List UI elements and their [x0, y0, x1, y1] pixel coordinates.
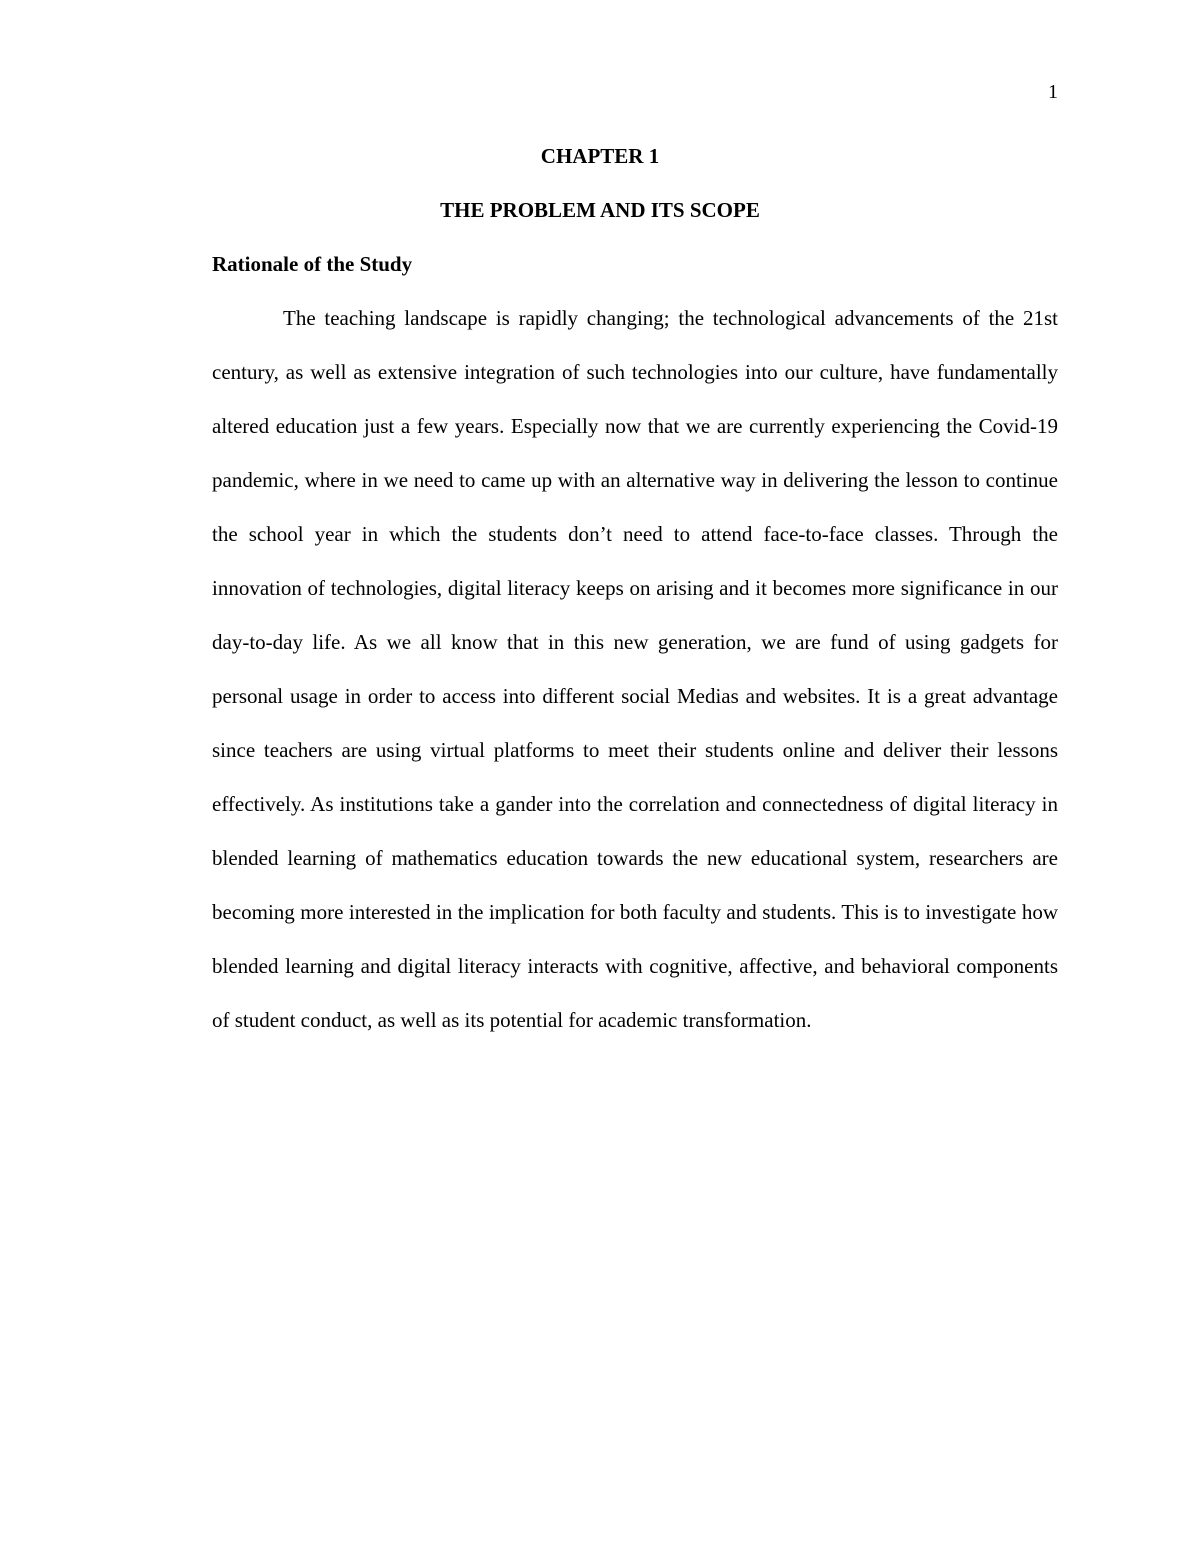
section-heading: Rationale of the Study [212, 252, 413, 276]
body-paragraph: The teaching landscape is rapidly changing; the technological advancements of the 21st century, as well as extensive integration of such technologies into our culture, have fundamentally altered education just a few years. Especially now that we are currently experiencing the Covid-19 pandemic, where in we need to came up with an alternative way in delivering the lesson to continue the school year in which the students don’t need to attend face-to-face classes. Through the innovation of technologies, digital literacy keeps on arising and it becomes more significance in our day-to-day life. As we all know that in this new generation, we are fund of using gadgets for personal usage in order to access into different social Medias and websites. It is a great advantage since teachers are using virtual platforms to meet their students online and deliver their lessons effectively. As institutions take a gander into the correlation and connectedness of digital literacy in blended learning of mathematics education towards the new educational system, researchers are becoming more interested in the implication for both faculty and students. This is to investigate how blended learning and digital literacy interacts with cognitive, affective, and behavioral components of student conduct, as well as its potential for academic transformation. [212, 306, 1058, 1032]
page-number: 1 [1048, 81, 1058, 103]
chapter-title: CHAPTER 1 [540, 144, 660, 168]
chapter-subtitle: THE PROBLEM AND ITS SCOPE [440, 198, 760, 222]
